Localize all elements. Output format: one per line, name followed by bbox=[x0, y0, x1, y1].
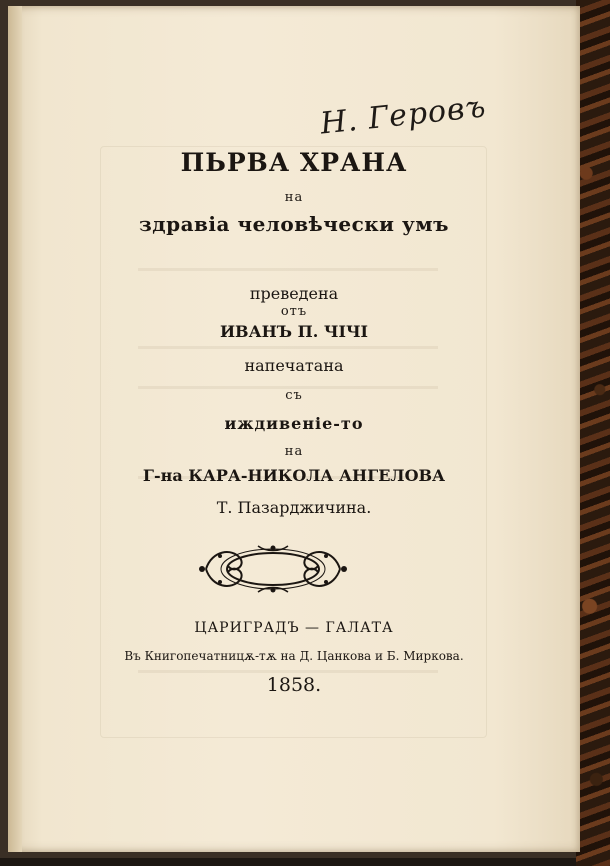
bleed-through-line bbox=[138, 268, 438, 271]
text-translated: преведена bbox=[249, 284, 339, 303]
printer-line: Въ Книгопечатницѫ-тѫ на Д. Цанкова и Б. Миркова. bbox=[124, 649, 464, 663]
handwritten-signature: Н. Геровъ bbox=[318, 89, 488, 142]
title-page bbox=[8, 6, 580, 852]
text-expense: иждивенiе-то bbox=[224, 414, 364, 433]
book-title: ПЬРВА ХРАНА bbox=[180, 148, 408, 177]
ornament-vignette bbox=[198, 542, 348, 596]
patron-name: Г-на КАРА-НИКОЛА АНГЕЛОВА bbox=[142, 466, 446, 485]
place-of-printing: ЦАРИГРАДЪ — ГАЛАТА bbox=[194, 620, 394, 636]
book-subtitle: здравiа человѣчески умъ bbox=[138, 212, 449, 236]
text-na-2: на bbox=[284, 444, 304, 459]
translator-name: ИВАНЪ П. ЧIЧI bbox=[219, 322, 369, 341]
book-cover-edge bbox=[576, 0, 610, 866]
text-from: отъ bbox=[280, 304, 308, 319]
text-na: на bbox=[284, 190, 304, 205]
publication-year: 1858. bbox=[266, 674, 322, 696]
bleed-through-line bbox=[138, 670, 438, 673]
text-printed: напечатана bbox=[244, 356, 344, 375]
text-with: съ bbox=[285, 388, 303, 403]
patron-town: Т. Пазарджичина. bbox=[216, 498, 372, 517]
bleed-through-line bbox=[138, 346, 438, 349]
